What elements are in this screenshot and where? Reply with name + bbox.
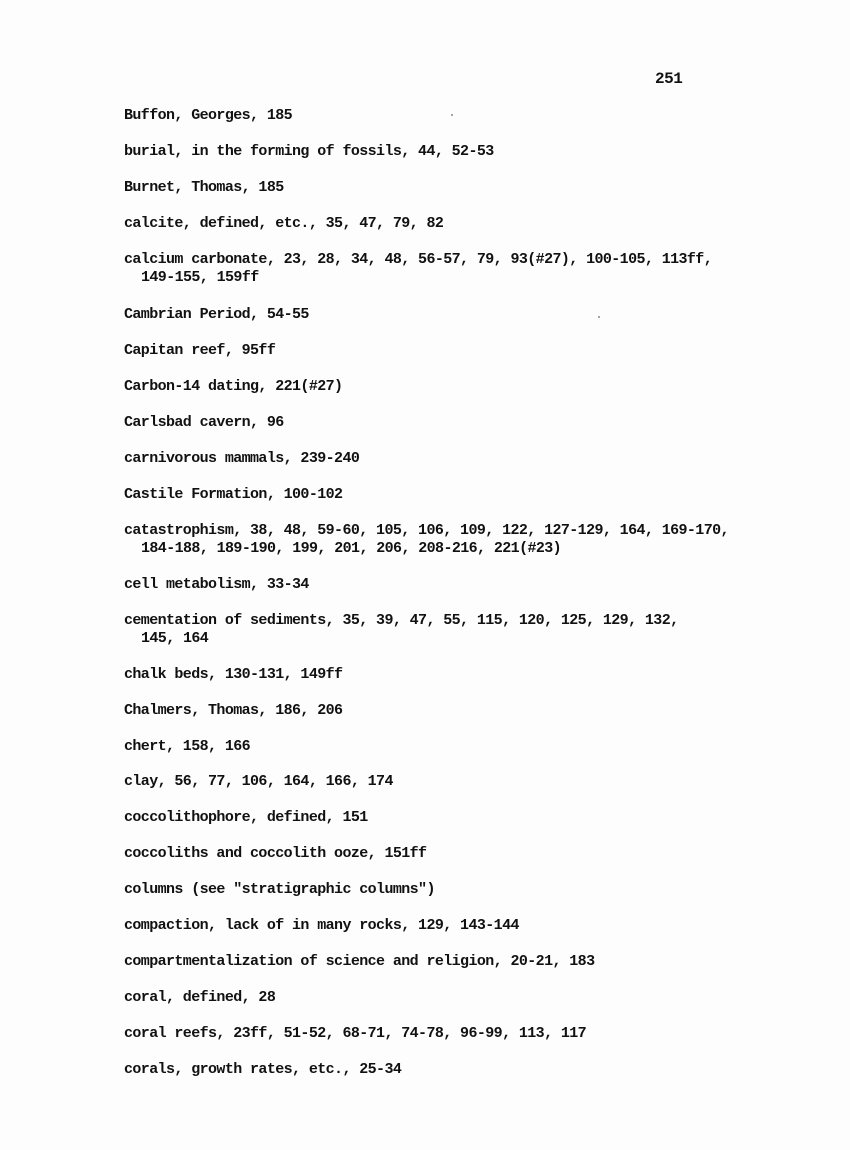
entry-text: chalk beds, 130-131, 149ff bbox=[124, 666, 343, 683]
index-entry bbox=[124, 107, 764, 125]
entry-continuation: 145, 164 bbox=[141, 630, 209, 647]
entry-text: Carlsbad cavern, 96 bbox=[124, 414, 284, 431]
index-entry bbox=[124, 143, 764, 161]
index-entry bbox=[124, 179, 764, 197]
entry-text: Burnet, Thomas, 185 bbox=[124, 179, 284, 196]
index-entry bbox=[124, 738, 764, 756]
entry-continuation: 149-155, 159ff bbox=[141, 269, 259, 286]
entry-text: catastrophism, 38, 48, 59-60, 105, 106, 109, 122, 127-129, 164, 169-170, bbox=[124, 522, 729, 539]
index-entry bbox=[124, 1025, 764, 1043]
index-entry bbox=[124, 773, 764, 791]
entry-text: Castile Formation, 100-102 bbox=[124, 486, 343, 503]
entry-text: cementation of sediments, 35, 39, 47, 55, 115, 120, 125, 129, 132, bbox=[124, 612, 679, 629]
entry-text: columns (see "stratigraphic columns") bbox=[124, 881, 435, 898]
index-entry bbox=[124, 414, 764, 432]
index-entry bbox=[124, 215, 764, 233]
entry-text: Cambrian Period, 54-55 bbox=[124, 306, 309, 323]
entry-text: coral reefs, 23ff, 51-52, 68-71, 74-78, 96-99, 113, 117 bbox=[124, 1025, 587, 1042]
entry-text: burial, in the forming of fossils, 44, 52-53 bbox=[124, 143, 494, 160]
index-entry bbox=[124, 881, 764, 899]
index-entry bbox=[124, 1061, 764, 1079]
entry-text: coral, defined, 28 bbox=[124, 989, 276, 1006]
entry-continuation: 184-188, 189-190, 199, 201, 206, 208-216, 221(#23) bbox=[141, 540, 562, 557]
scan-speck bbox=[451, 114, 453, 116]
index-entry bbox=[124, 953, 764, 971]
entry-text: coccoliths and coccolith ooze, 151ff bbox=[124, 845, 427, 862]
entry-text: calcite, defined, etc., 35, 47, 79, 82 bbox=[124, 215, 444, 232]
entry-text: Carbon-14 dating, 221(#27) bbox=[124, 378, 343, 395]
entry-text: calcium carbonate, 23, 28, 34, 48, 56-57, 79, 93(#27), 100-105, 113ff, bbox=[124, 251, 713, 268]
index-entry bbox=[124, 666, 764, 684]
scan-speck bbox=[598, 316, 600, 318]
page-number: 251 bbox=[655, 70, 683, 88]
entry-text: Chalmers, Thomas, 186, 206 bbox=[124, 702, 343, 719]
index-entry bbox=[124, 342, 764, 360]
entry-text: Capitan reef, 95ff bbox=[124, 342, 276, 359]
entry-text: clay, 56, 77, 106, 164, 166, 174 bbox=[124, 773, 393, 790]
index-entry bbox=[124, 522, 764, 558]
index-entry bbox=[124, 576, 764, 594]
index-entry bbox=[124, 612, 764, 648]
index-entry bbox=[124, 917, 764, 935]
index-entry bbox=[124, 306, 764, 324]
entry-text: compaction, lack of in many rocks, 129, 143-144 bbox=[124, 917, 519, 934]
index-entry bbox=[124, 486, 764, 504]
entry-text: chert, 158, 166 bbox=[124, 738, 251, 755]
entry-text: Buffon, Georges, 185 bbox=[124, 107, 293, 124]
entry-text: corals, growth rates, etc., 25-34 bbox=[124, 1061, 402, 1078]
entry-text: cell metabolism, 33-34 bbox=[124, 576, 309, 593]
index-entry bbox=[124, 378, 764, 396]
index-entry bbox=[124, 702, 764, 720]
entry-text: coccolithophore, defined, 151 bbox=[124, 809, 368, 826]
entry-text: carnivorous mammals, 239-240 bbox=[124, 450, 360, 467]
index-entry bbox=[124, 809, 764, 827]
index-entry bbox=[124, 251, 764, 287]
entry-text: compartmentalization of science and religion, 20-21, 183 bbox=[124, 953, 595, 970]
index-entry bbox=[124, 450, 764, 468]
index-entry bbox=[124, 989, 764, 1007]
index-entry bbox=[124, 845, 764, 863]
